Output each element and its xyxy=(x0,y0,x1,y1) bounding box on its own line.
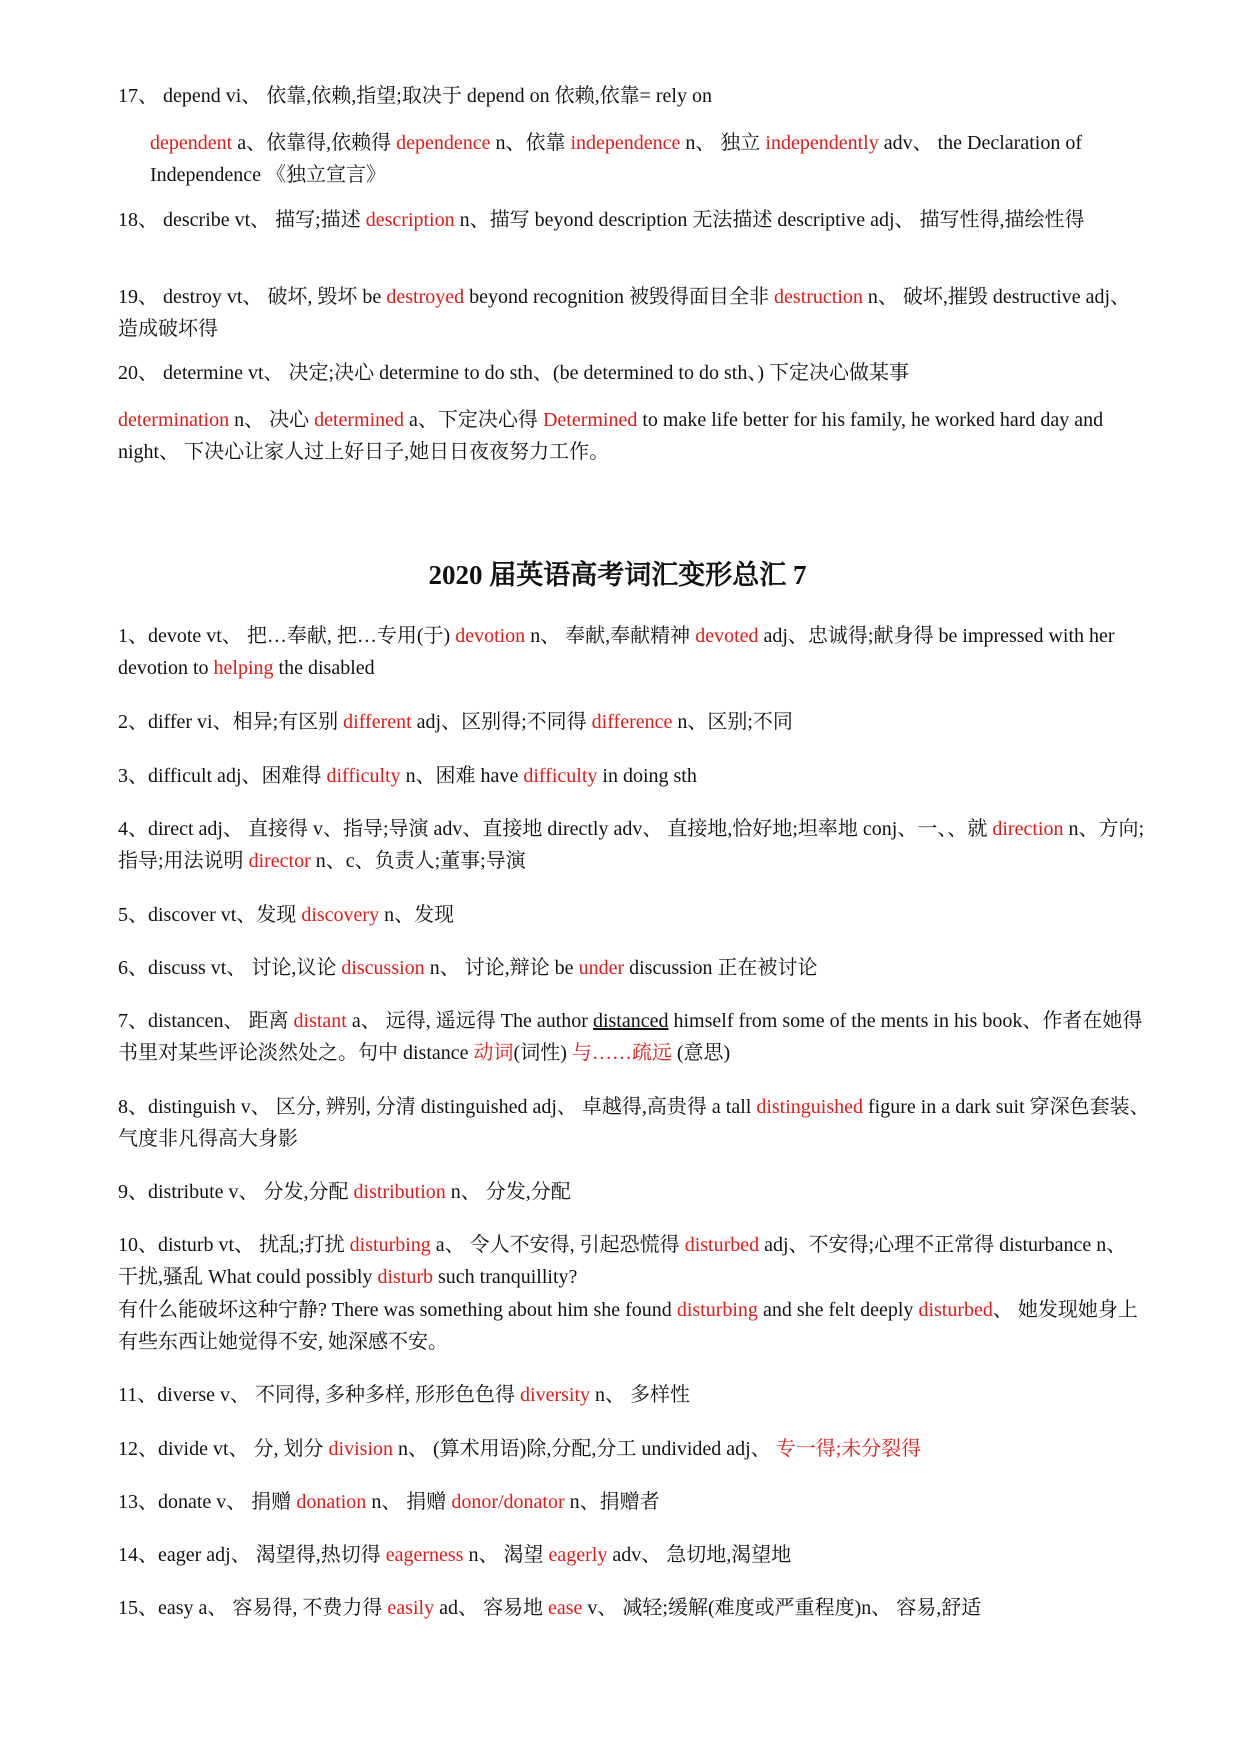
entry-15: 15、easy a、 容易得, 不费力得 easily ad、 容易地 ease v、 减轻;缓解(难度或严重程度)n、 容易,舒适 xyxy=(118,1597,982,1619)
entry-20: 20、 determine vt、 决定;决心 determine to do sth、(be determined to do sth、) 下定决心做某事 xyxy=(118,362,909,384)
entry-17-forms: dependent a、依靠得,依赖得 dependence n、依靠 independence n、 独立 independently adv、 the Declaration of Independence 《独立宣言》 xyxy=(150,132,1082,186)
entry-2: 2、differ vi、相异;有区别 different adj、区别得;不同得 difference n、区别;不同 xyxy=(118,711,793,733)
entry-1: 1、devote vt、 把…奉献, 把…专用(于) devotion n、 奉献,奉献精神 devoted adj、忠诚得;献身得 be impressed with her devotion to helping the disabled xyxy=(118,625,1115,679)
entry-5: 5、discover vt、发现 discovery n、发现 xyxy=(118,904,455,926)
entry-3: 3、difficult adj、困难得 difficulty n、困难 have difficulty in doing sth xyxy=(118,765,697,787)
entry-6: 6、discuss vt、 讨论,议论 discussion n、 讨论,辩论 be under discussion 正在被讨论 xyxy=(118,957,818,979)
entry-18: 18、 describe vt、 描写;描述 description n、描写 beyond description 无法描述 descriptive adj、 描写性得,描绘性得 xyxy=(118,209,1085,231)
entry-9: 9、distribute v、 分发,分配 distribution n、 分发,分配 xyxy=(118,1181,571,1203)
entry-17: 17、 depend vi、 依靠,依赖,指望;取决于 depend on 依赖,依靠= rely on xyxy=(118,85,712,107)
entry-13: 13、donate v、 捐赠 donation n、 捐赠 donor/donator n、捐赠者 xyxy=(118,1491,660,1513)
entry-7: 7、distancen、 距离 distant a、 远得, 遥远得 The author distanced himself from some of the ments in his book、作者在她得书里对某些评论淡然处之。句中 distance 动词(词性) 与……疏远 (意思) xyxy=(118,1010,1143,1064)
entry-4: 4、direct adj、 直接得 v、指导;导演 adv、直接地 directly adv、 直接地,恰好地;坦率地 conj、一、、就 direction n、方向;指导;用法说明 director n、c、负责人;董事;导演 xyxy=(118,818,1145,872)
entry-11: 11、diverse v、 不同得, 多种多样, 形形色色得 diversity n、 多样性 xyxy=(118,1384,691,1406)
entry-10: 10、disturb vt、 扰乱;打扰 disturbing a、 令人不安得, 引起恐慌得 disturbed adj、不安得;心理不正常得 disturbance n、 干扰,骚乱 What could possibly disturb such tranquillity? xyxy=(118,1234,1127,1288)
entry-8: 8、distinguish v、 区分, 辨别, 分清 distinguished adj、 卓越得,高贵得 a tall distinguished figure in a dark suit 穿深色套装、气度非凡得高大身影 xyxy=(118,1096,1150,1150)
entry-20-forms: determination n、 决心 determined a、下定决心得 Determined to make life better for his family, he worked hard day and night、 下决心让家人过上好日子,她日日夜夜努力工作。 xyxy=(118,409,1104,463)
entry-12: 12、divide vt、 分, 划分 division n、 (算术用语)除,分配,分工 undivided adj、 专一得;未分裂得 xyxy=(118,1438,922,1460)
entry-19: 19、 destroy vt、 破坏, 毁坏 be destroyed beyond recognition 被毁得面目全非 destruction n、 破坏,摧毁 destructive adj、 造成破坏得 xyxy=(118,286,1131,340)
entry-14: 14、eager adj、 渴望得,热切得 eagerness n、 渴望 eagerly adv、 急切地,渴望地 xyxy=(118,1544,792,1566)
entry-10-examples: 有什么能破坏这种宁静? There was something about him she found disturbing and she felt deeply disturbed、 她发现她身上有些东西让她觉得不安, 她深感不安。 xyxy=(118,1299,1138,1353)
section-title: 2020 届英语高考词汇变形总汇 7 xyxy=(428,560,807,590)
